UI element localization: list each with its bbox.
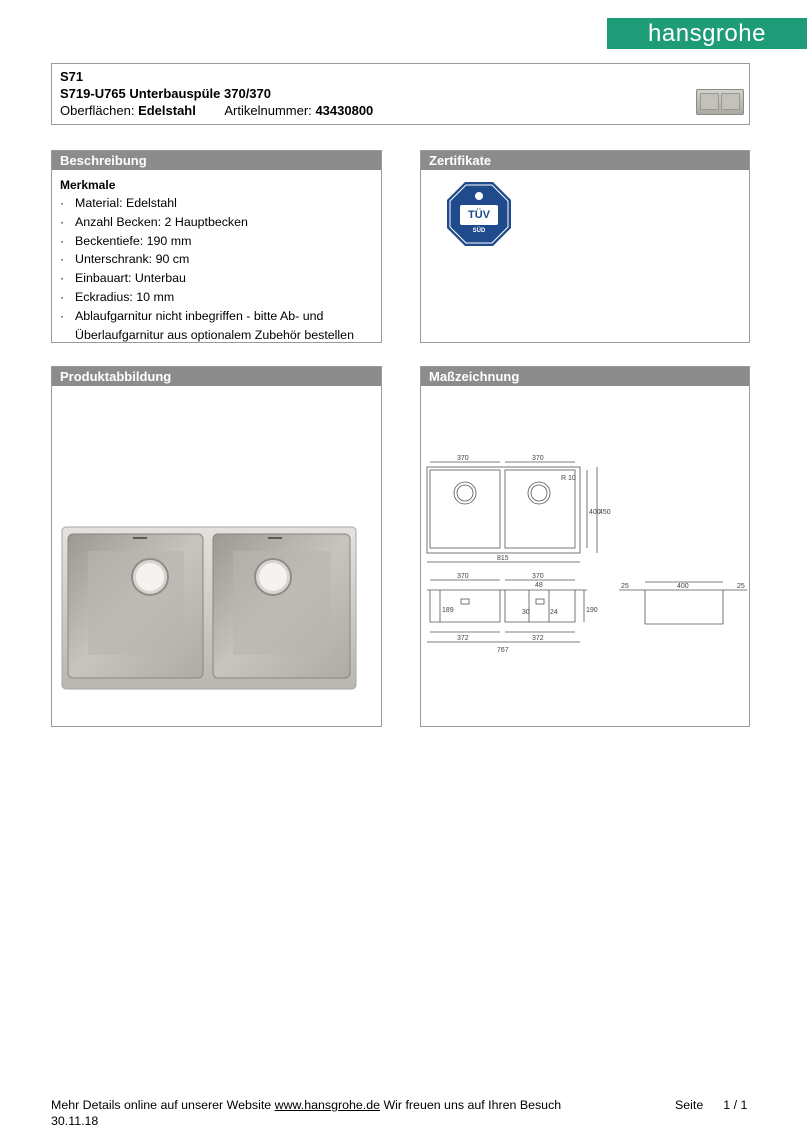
feature-item: · Unterschrank: 90 cm [60,250,380,269]
surface-value: Edelstahl [138,103,196,118]
article-label: Artikelnummer: [224,103,312,118]
dim-top-d1: 400 [589,509,601,516]
page-value: 1 / 1 [723,1098,748,1112]
feature-item: · Eckradius: 10 mm [60,288,380,307]
product-thumbnail [696,89,744,115]
dim-side-w: 400 [677,583,689,590]
feature-item: · Anzahl Becken: 2 Hauptbecken [60,213,380,232]
dim-front-b1: 372 [457,635,469,642]
dim-front-hole: 48 [535,582,543,589]
article-value: 43430800 [315,103,374,118]
dim-top-d2: 450 [599,509,611,516]
dim-side-l: 25 [621,583,629,590]
dim-front-w2: 370 [532,573,544,580]
dim-front-h2: 30 [522,609,530,616]
product-header [51,63,750,125]
dim-front-h3: 24 [550,609,558,616]
dim-top-w1: 370 [457,455,469,462]
tuv-sud-badge [446,181,512,247]
dim-top-total: 815 [497,555,509,562]
dim-front-h1: 189 [442,607,454,614]
description-heading: Beschreibung [52,151,381,170]
feature-list [60,194,380,344]
sink-photo [60,525,358,691]
hansgrohe-logo: hansgrohe [607,18,807,49]
page-label: Seite [675,1098,704,1112]
dimension-drawing [421,452,751,662]
footer-text-1: Mehr Details online auf unserer Website [51,1098,272,1112]
dim-top-w2: 370 [532,455,544,462]
page-indicator [675,1098,747,1112]
dimension-drawing-panel [420,366,750,727]
feature-item: · Einbauart: Unterbau [60,269,380,288]
description-panel [51,150,382,343]
dimension-drawing-heading: Maßzeichnung [421,367,749,386]
certificates-panel [420,150,750,343]
product-code: S71 [60,69,84,84]
certificates-heading: Zertifikate [421,151,749,170]
dim-front-total: 767 [497,647,509,654]
dim-top-radius: R 10 [561,475,576,482]
product-image-panel [51,366,382,727]
tuv-mark: TÜV [468,209,490,221]
footer [51,1098,561,1112]
product-meta [60,103,373,118]
features-title: Merkmale [60,178,116,192]
website-link[interactable]: www.hansgrohe.de [274,1098,381,1112]
surface-label: Oberflächen: [60,103,135,118]
product-image-heading: Produktabbildung [52,367,381,386]
feature-item: · Beckentiefe: 190 mm [60,232,380,251]
tuv-sub: SÜD [472,228,486,234]
dim-side-r: 25 [737,583,745,590]
feature-item: · Ablaufgarnitur nicht inbegriffen - bitte Ab- und Überlaufgarnitur aus optionalem Zubehör bestellen [60,307,380,345]
footer-text-2: Wir freuen uns auf Ihren Besuch [383,1098,562,1112]
print-date: 30.11.18 [51,1114,99,1128]
product-name: S719-U765 Unterbauspüle 370/370 [60,86,271,101]
dim-front-b2: 372 [532,635,544,642]
dim-front-w1: 370 [457,573,469,580]
dim-front-h4: 190 [586,607,598,614]
feature-item: · Material: Edelstahl [60,194,380,213]
